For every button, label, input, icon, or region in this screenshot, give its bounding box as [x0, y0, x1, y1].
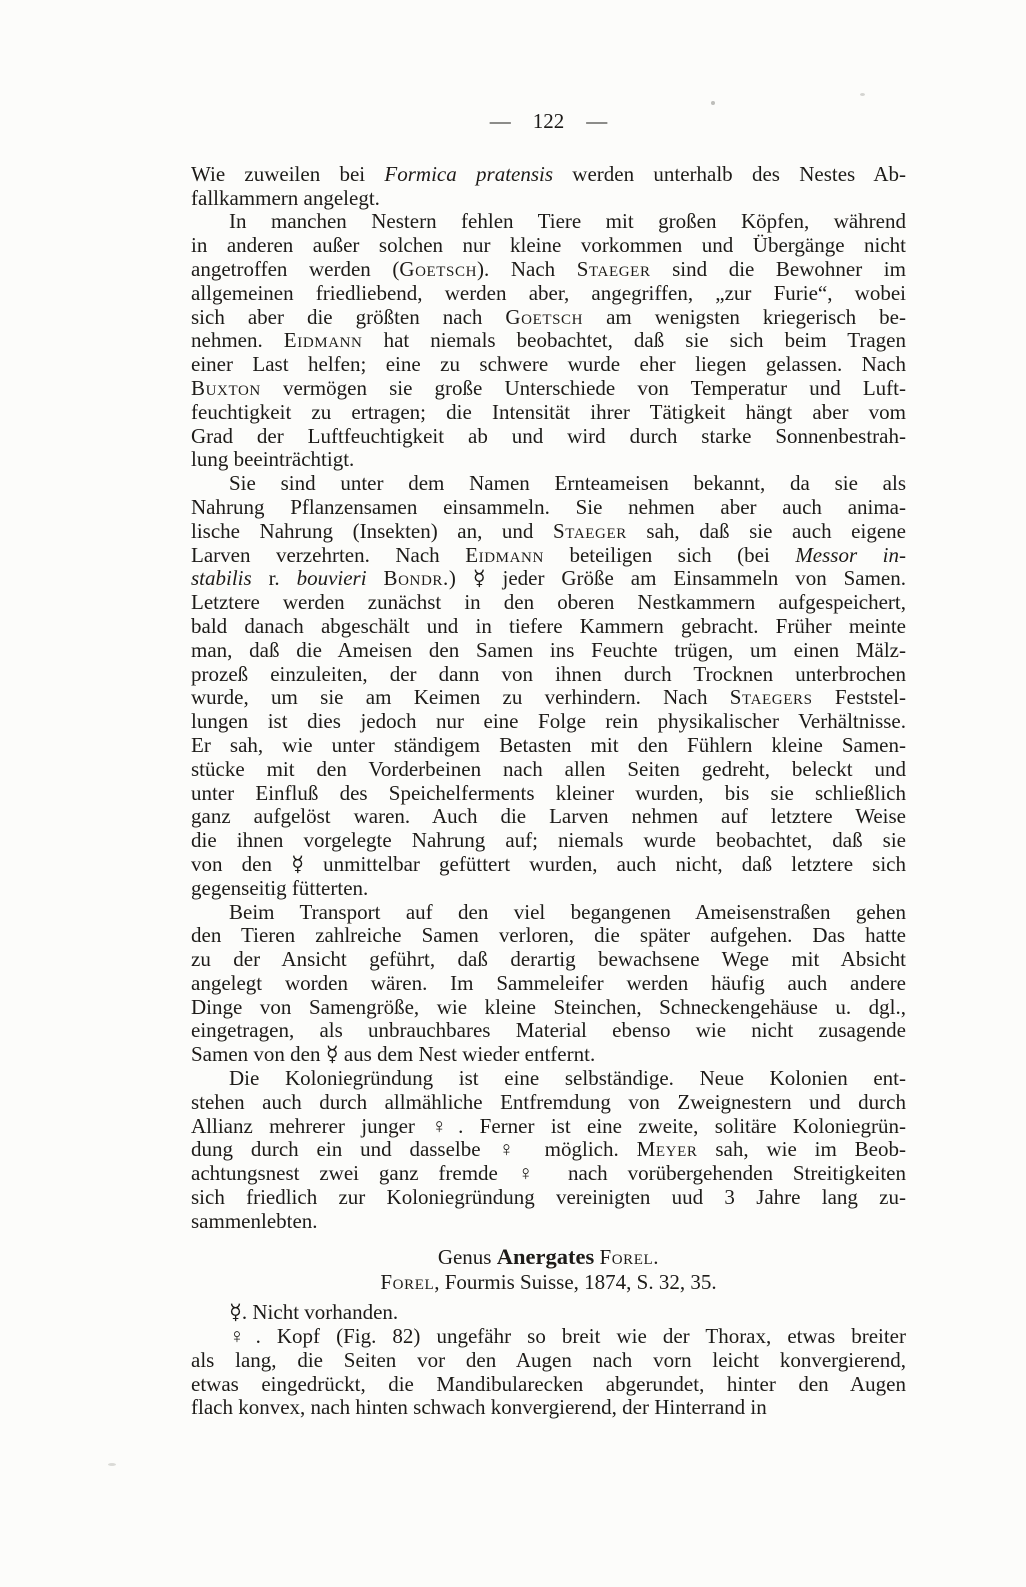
page-number-line: [191, 110, 906, 134]
text-line: [191, 425, 906, 449]
paragraph-worker-absent: [191, 1301, 906, 1325]
text-line: [191, 615, 906, 639]
text-segment: hat niemals beobachtet, daß sie sich beim Tragen: [362, 328, 906, 353]
text-segment: ). Nach: [477, 256, 577, 281]
text-segment: stücke mit den Vorderbeinen nach allen Seiten gedreht, beleckt und: [191, 756, 906, 781]
text-line: [191, 306, 906, 330]
text-blocks: [191, 163, 906, 1420]
text-line: [191, 948, 906, 972]
text-segment: Die Koloniegründung ist eine selbständige. Neue Kolonien ent-: [229, 1066, 906, 1091]
smallcaps-name: Goetsch: [505, 304, 584, 329]
paragraph-ernteameisen: [191, 472, 906, 900]
text-segment: beteiligen sich (bei: [543, 542, 796, 567]
text-segment: feuchtigkeit zu ertragen; die Intensität ihrer Tätigkeit hängt aber vom: [191, 399, 906, 424]
smallcaps-name: Forel: [380, 1270, 435, 1295]
text-line: [191, 1271, 906, 1295]
text-line: [191, 805, 906, 829]
bold-text: Anergates: [496, 1243, 595, 1269]
text-line: [191, 496, 906, 520]
text-line: [191, 353, 906, 377]
page-text-column: [191, 0, 906, 1420]
paragraph-transport: [191, 901, 906, 1068]
page-number-left-dash: —: [489, 109, 511, 133]
text-line: [191, 924, 906, 948]
text-segment: bald danach abgeschält und in tiefere Kammern gebracht. Früher meinte: [191, 613, 906, 638]
italic-text: bouvieri: [296, 566, 367, 591]
text-segment: , Fourmis Suisse, 1874, S. 32, 35.: [434, 1270, 717, 1295]
text-line: [191, 639, 906, 663]
text-segment: Sie sind unter dem Namen Ernteameisen bekannt, da sie als: [229, 471, 906, 496]
italic-text: Formica pratensis: [384, 161, 554, 186]
text-line: [191, 663, 906, 687]
text-segment: angelegt worden wären. Im Sammeleifer werden häufig auch andere: [191, 970, 906, 995]
text-line: [191, 329, 906, 353]
text-segment: [367, 566, 384, 590]
paragraph-continuation: [191, 163, 906, 211]
text-segment: ♀. Kopf (Fig. 82) ungefähr so breit wie der Thorax, etwas breiter: [229, 1324, 906, 1349]
text-line: [191, 1301, 906, 1325]
text-line: [191, 163, 906, 187]
text-segment: Wie zuweilen bei: [191, 161, 385, 186]
smallcaps-name: Forel.: [599, 1244, 660, 1269]
text-line: [191, 1091, 906, 1115]
text-segment: den Tieren zahlreiche Samen verloren, die später aufgehen. Das hatte: [191, 923, 906, 948]
text-line: [191, 1162, 906, 1186]
text-segment: unter Einfluß des Speichelferments kleiner wurden, bis sie schließlich: [191, 780, 906, 805]
text-line: [191, 1043, 906, 1067]
text-line: [191, 972, 906, 996]
genus-heading: [191, 1245, 906, 1270]
text-line: [191, 567, 906, 591]
smallcaps-name: Bondr.: [383, 566, 449, 591]
paragraph-nest-bewohner: [191, 210, 906, 472]
text-line: [191, 234, 906, 258]
text-segment: fallkammern angelegt.: [191, 185, 380, 210]
text-line: [191, 686, 906, 710]
text-line: [191, 877, 906, 901]
text-line: [191, 1349, 906, 1373]
text-line: [191, 1067, 906, 1091]
text-segment: lungen ist dies jedoch nur eine Folge rein physikalischer Verhältnisse.: [191, 709, 906, 734]
page-number: 122: [532, 109, 565, 133]
smallcaps-name: Eidmann: [283, 328, 363, 353]
text-segment: werden unterhalb des Nestes Ab-: [553, 161, 906, 186]
text-line: [191, 1186, 906, 1210]
text-segment: sich friedlich zur Koloniegründung vereinigten uud 3 Jahre lang zu-: [191, 1185, 906, 1210]
text-line: [191, 187, 906, 211]
text-line: [191, 1325, 906, 1349]
smallcaps-name: Meyer: [636, 1137, 698, 1162]
text-segment: in anderen außer solchen nur kleine vorkommen und Übergänge nicht: [191, 233, 906, 258]
text-line: [191, 401, 906, 425]
text-segment: Larven verzehrten. Nach: [191, 542, 466, 567]
italic-text: Messor in-: [795, 542, 906, 567]
text-line: [191, 710, 906, 734]
text-segment: sah, daß sie auch eigene: [626, 518, 906, 543]
text-segment: lung beeinträchtigt.: [191, 447, 355, 472]
scan-speck: [860, 93, 865, 96]
text-segment: Samen von den ☿ aus dem Nest wieder entfernt.: [191, 1042, 596, 1067]
text-segment: ☿. Nicht vorhanden.: [229, 1300, 399, 1325]
text-segment: In manchen Nestern fehlen Tiere mit großen Köpfen, während: [229, 209, 906, 234]
paragraph-koloniegruendung: [191, 1067, 906, 1234]
text-segment: eingetragen, als unbrauchbares Material ebenso wie nicht zusagende: [191, 1018, 906, 1043]
text-segment: sammenlebten.: [191, 1208, 318, 1233]
text-line: [191, 1019, 906, 1043]
text-line: [191, 853, 906, 877]
text-segment: etwas eingedrückt, die Mandibularecken abgerundet, hinter den Augen: [191, 1371, 906, 1396]
text-segment: achtungsnest zwei ganz fremde ♀ nach vorübergehenden Streitigkeiten: [191, 1161, 906, 1186]
text-line: [191, 258, 906, 282]
text-segment: Grad der Luftfeuchtigkeit ab und wird durch starke Sonnenbestrah-: [191, 423, 906, 448]
text-line: [191, 210, 906, 234]
smallcaps-name: Staegers: [729, 685, 813, 710]
text-segment: Genus: [437, 1244, 497, 1269]
text-line: [191, 1373, 906, 1397]
text-segment: sind die Bewohner im: [650, 256, 906, 281]
text-segment: gegenseitig fütterten.: [191, 875, 369, 900]
text-line: [191, 591, 906, 615]
text-segment: flach konvex, nach hinten schwach konvergierend, der Hinterrand in: [191, 1395, 767, 1420]
text-line: [191, 758, 906, 782]
text-segment: einer Last helfen; eine zu schwere wurde eher liegen gelassen. Nach: [191, 352, 906, 377]
text-segment: allgemeinen friedliebend, werden aber, angegriffen, „zur Furie“, wobei: [191, 280, 906, 305]
text-segment: nehmen.: [191, 328, 284, 353]
text-segment: von den ☿ unmittelbar gefüttert wurden, auch nicht, daß letztere sich: [191, 851, 906, 876]
smallcaps-name: Staeger: [552, 518, 627, 543]
text-segment: ) ☿ jeder Größe am Einsammeln von Samen.: [448, 566, 906, 591]
text-segment: Beim Transport auf den viel begangenen Ameisenstraßen gehen: [229, 899, 906, 924]
text-line: [191, 544, 906, 568]
text-segment: als lang, die Seiten vor den Augen nach vorn leicht konvergierend,: [191, 1347, 906, 1372]
text-segment: dung durch ein und dasselbe ♀ möglich.: [191, 1137, 637, 1162]
text-line: [191, 1245, 906, 1270]
text-segment: Nahrung Pflanzensamen einsammeln. Sie nehmen aber auch anima-: [191, 494, 906, 519]
text-segment: ganz aufgelöst waren. Auch die Larven nehmen auf letztere Weise: [191, 804, 906, 829]
text-segment: sah, wie im Beob-: [697, 1137, 906, 1162]
text-segment: Er sah, wie unter ständigem Betasten mit den Fühlern kleine Samen-: [191, 732, 906, 757]
text-segment: die ihnen vorgelegte Nahrung auf; niemals wurde beobachtet, daß sie: [191, 828, 906, 853]
text-segment: prozeß einzuleiten, der dann von ihnen durch Trocknen unterbrochen: [191, 661, 906, 686]
text-segment: am wenigsten kriegerisch be-: [583, 304, 906, 329]
paragraph-queen-description: [191, 1325, 906, 1420]
text-segment: sich aber die größten nach: [191, 304, 506, 329]
text-line: [191, 1396, 906, 1420]
text-line: [191, 377, 906, 401]
text-line: [191, 1115, 906, 1139]
page-number-right-dash: —: [586, 109, 608, 133]
smallcaps-name: Buxton: [191, 375, 261, 400]
text-line: [191, 782, 906, 806]
smallcaps-name: Eidmann: [465, 542, 544, 567]
text-segment: vermögen sie große Unterschiede von Temperatur und Luft-: [260, 375, 906, 400]
smallcaps-name: Staeger: [576, 256, 651, 281]
text-line: [191, 282, 906, 306]
text-segment: Feststel-: [812, 685, 906, 710]
text-line: [191, 996, 906, 1020]
scan-speck: [108, 1463, 116, 1466]
text-segment: man, daß die Ameisen den Samen ins Feuchte trügen, um einen Mälz-: [191, 637, 906, 662]
text-segment: Letztere werden zunächst in den oberen Nestkammern aufgespeichert,: [191, 590, 906, 615]
text-line: [191, 520, 906, 544]
text-segment: angetroffen werden (: [191, 256, 400, 281]
text-segment: wurde, um sie am Keimen zu verhindern. Nach: [191, 685, 730, 710]
scan-speck: [711, 101, 715, 105]
text-line: [191, 901, 906, 925]
text-line: [191, 829, 906, 853]
text-line: [191, 734, 906, 758]
text-segment: Dinge von Samengröße, wie kleine Steinchen, Schneckengehäuse u. dgl.,: [191, 994, 906, 1019]
text-line: [191, 472, 906, 496]
italic-text: stabilis: [191, 566, 252, 591]
text-segment: r.: [251, 566, 297, 591]
text-segment: stehen auch durch allmähliche Entfremdung von Zweignestern und durch: [191, 1089, 906, 1114]
text-segment: Allianz mehrerer junger ♀. Ferner ist eine zweite, solitäre Koloniegrün-: [191, 1113, 906, 1138]
text-segment: zu der Ansicht geführt, daß derartig bewachsene Wege mit Absicht: [191, 947, 906, 972]
text-line: [191, 448, 906, 472]
text-segment: lische Nahrung (Insekten) an, und: [191, 518, 553, 543]
text-line: [191, 1138, 906, 1162]
genus-reference: [191, 1271, 906, 1295]
text-line: [191, 1210, 906, 1234]
smallcaps-name: Goetsch: [399, 256, 478, 281]
